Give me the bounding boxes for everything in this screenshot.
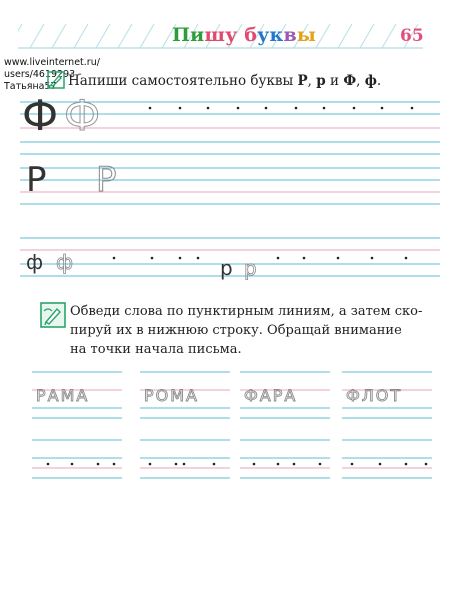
task-pencil-icon — [40, 302, 66, 328]
title-char: к — [269, 24, 284, 46]
header-diagonal — [338, 24, 352, 48]
task1-sep: , — [356, 73, 365, 89]
watermark-line: Татьяна57 — [4, 81, 57, 92]
task1-text: Напиши самостоятельно буквы — [68, 73, 298, 89]
task1-sep: и — [325, 73, 344, 89]
header-diagonal — [382, 24, 396, 48]
task1-letter: ф — [364, 73, 377, 89]
header-diagonal — [140, 24, 154, 48]
header-diagonal — [74, 24, 88, 48]
watermark-line: users/4619293 - — [4, 69, 82, 80]
trace-letter[interactable]: ф — [56, 250, 74, 274]
task1-letter: Р — [297, 73, 308, 89]
title-char: в — [283, 24, 297, 46]
header-diagonal — [18, 24, 22, 48]
task1-instruction — [68, 73, 381, 89]
trace-word[interactable]: РОМА — [144, 386, 199, 405]
task2-line: на точки начала письма. — [70, 342, 242, 357]
word-copy-lines[interactable] — [140, 434, 230, 484]
word-copy-lines[interactable] — [342, 434, 432, 484]
trace-letter[interactable]: Р — [96, 160, 117, 200]
trace-word[interactable]: РАМА — [36, 386, 90, 405]
trace-word[interactable]: ФЛОТ — [346, 386, 403, 405]
task2-instruction — [70, 302, 440, 359]
word-copy-lines[interactable] — [240, 434, 330, 484]
practice-row-2[interactable] — [20, 164, 440, 212]
pencil-icon — [47, 71, 65, 89]
task2-line: пируй их в нижнюю строку. Обращай внимание — [70, 323, 402, 338]
watermark-line: www.liveinternet.ru/ — [4, 57, 100, 68]
page-number: 65 — [400, 26, 424, 46]
sample-letter: Р — [26, 160, 47, 200]
header-diagonal — [118, 24, 132, 48]
word-copy-lines[interactable] — [32, 434, 122, 484]
title-char — [237, 24, 244, 46]
header-diagonal — [360, 24, 374, 48]
trace-letter[interactable]: Ф — [64, 91, 101, 140]
trace-word[interactable]: ФАРА — [244, 386, 298, 405]
sample-letter: ф — [26, 250, 44, 274]
task1-sep: , — [307, 73, 317, 89]
task1-letter: Ф — [343, 73, 357, 89]
header-diagonal — [316, 24, 330, 48]
header-diagonal — [96, 24, 110, 48]
title-char: б — [244, 24, 258, 46]
sample-letter: р — [220, 256, 233, 280]
sample-letter: Ф — [22, 91, 59, 140]
task1-sep: . — [376, 73, 382, 89]
header-diagonal — [52, 24, 66, 48]
title-char: и — [190, 24, 205, 46]
title-char: П — [172, 24, 191, 46]
task2-line: Обведи слова по пунктирным линиям, а затем ско- — [70, 304, 423, 319]
task1-letter: р — [316, 73, 326, 89]
title-char: у — [257, 24, 270, 46]
header-diagonal — [30, 24, 44, 48]
page-title — [172, 24, 316, 46]
title-char: у — [225, 24, 238, 46]
title-char: ы — [296, 24, 317, 46]
trace-letter[interactable]: р — [244, 256, 257, 280]
title-char: ш — [204, 24, 226, 46]
